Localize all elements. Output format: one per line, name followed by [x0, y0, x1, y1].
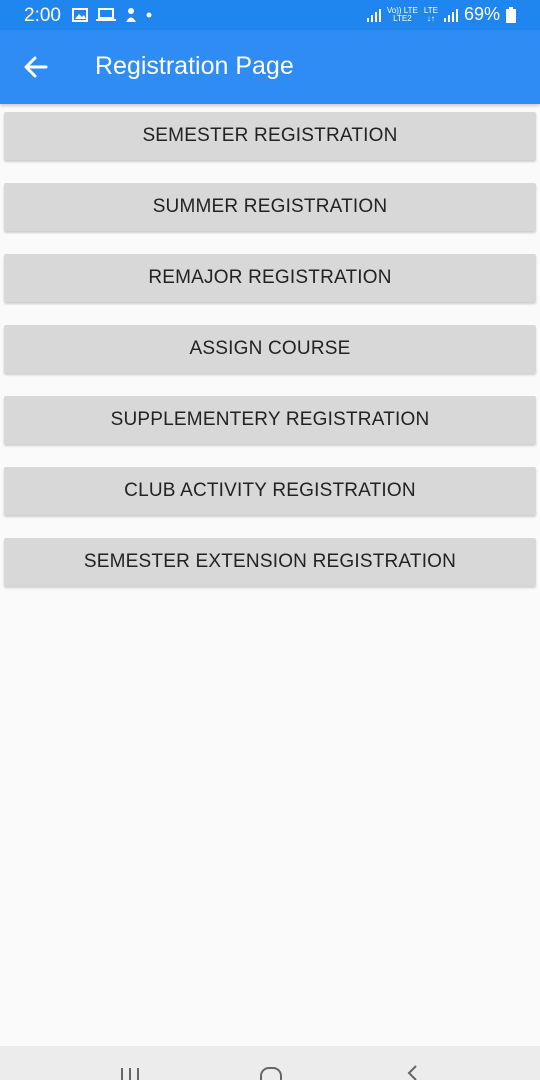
- system-nav-bar: [0, 1046, 540, 1080]
- battery-icon: [506, 7, 516, 23]
- game-icon: [124, 7, 138, 23]
- laptop-icon: [96, 8, 116, 22]
- status-bar: [0, 0, 540, 30]
- status-right: [367, 4, 516, 25]
- network-type-2: LTE ↓↑: [423, 5, 438, 23]
- status-time: 2:00: [24, 5, 61, 26]
- club-activity-registration-button[interactable]: CLUB ACTIVITY REGISTRATION: [4, 467, 536, 515]
- assign-course-button[interactable]: ASSIGN COURSE: [4, 325, 536, 373]
- remajor-registration-button[interactable]: REMAJOR REGISTRATION: [4, 254, 536, 302]
- semester-extension-registration-button[interactable]: SEMESTER EXTENSION REGISTRATION: [4, 538, 536, 586]
- home-icon[interactable]: [258, 1062, 284, 1080]
- recent-apps-icon[interactable]: [118, 1062, 142, 1080]
- supplementery-registration-button[interactable]: SUPPLEMENTERY REGISTRATION: [4, 396, 536, 444]
- back-arrow-icon[interactable]: [22, 53, 50, 81]
- page-title: Registration Page: [95, 52, 294, 80]
- network-type: Vo)) LTE LTE2: [386, 5, 418, 23]
- signal-icon: [367, 8, 381, 22]
- back-icon[interactable]: [400, 1062, 424, 1080]
- data-arrows-icon: ↓↑: [426, 13, 435, 23]
- battery-percent: 69%: [463, 4, 500, 24]
- semester-registration-button[interactable]: SEMESTER REGISTRATION: [4, 112, 536, 160]
- dot-icon: [146, 12, 152, 18]
- signal-icon-2: [444, 8, 458, 22]
- gallery-icon: [72, 8, 88, 22]
- app-bar: [0, 30, 540, 104]
- summer-registration-button[interactable]: SUMMER REGISTRATION: [4, 183, 536, 231]
- notification-icons: [72, 7, 152, 23]
